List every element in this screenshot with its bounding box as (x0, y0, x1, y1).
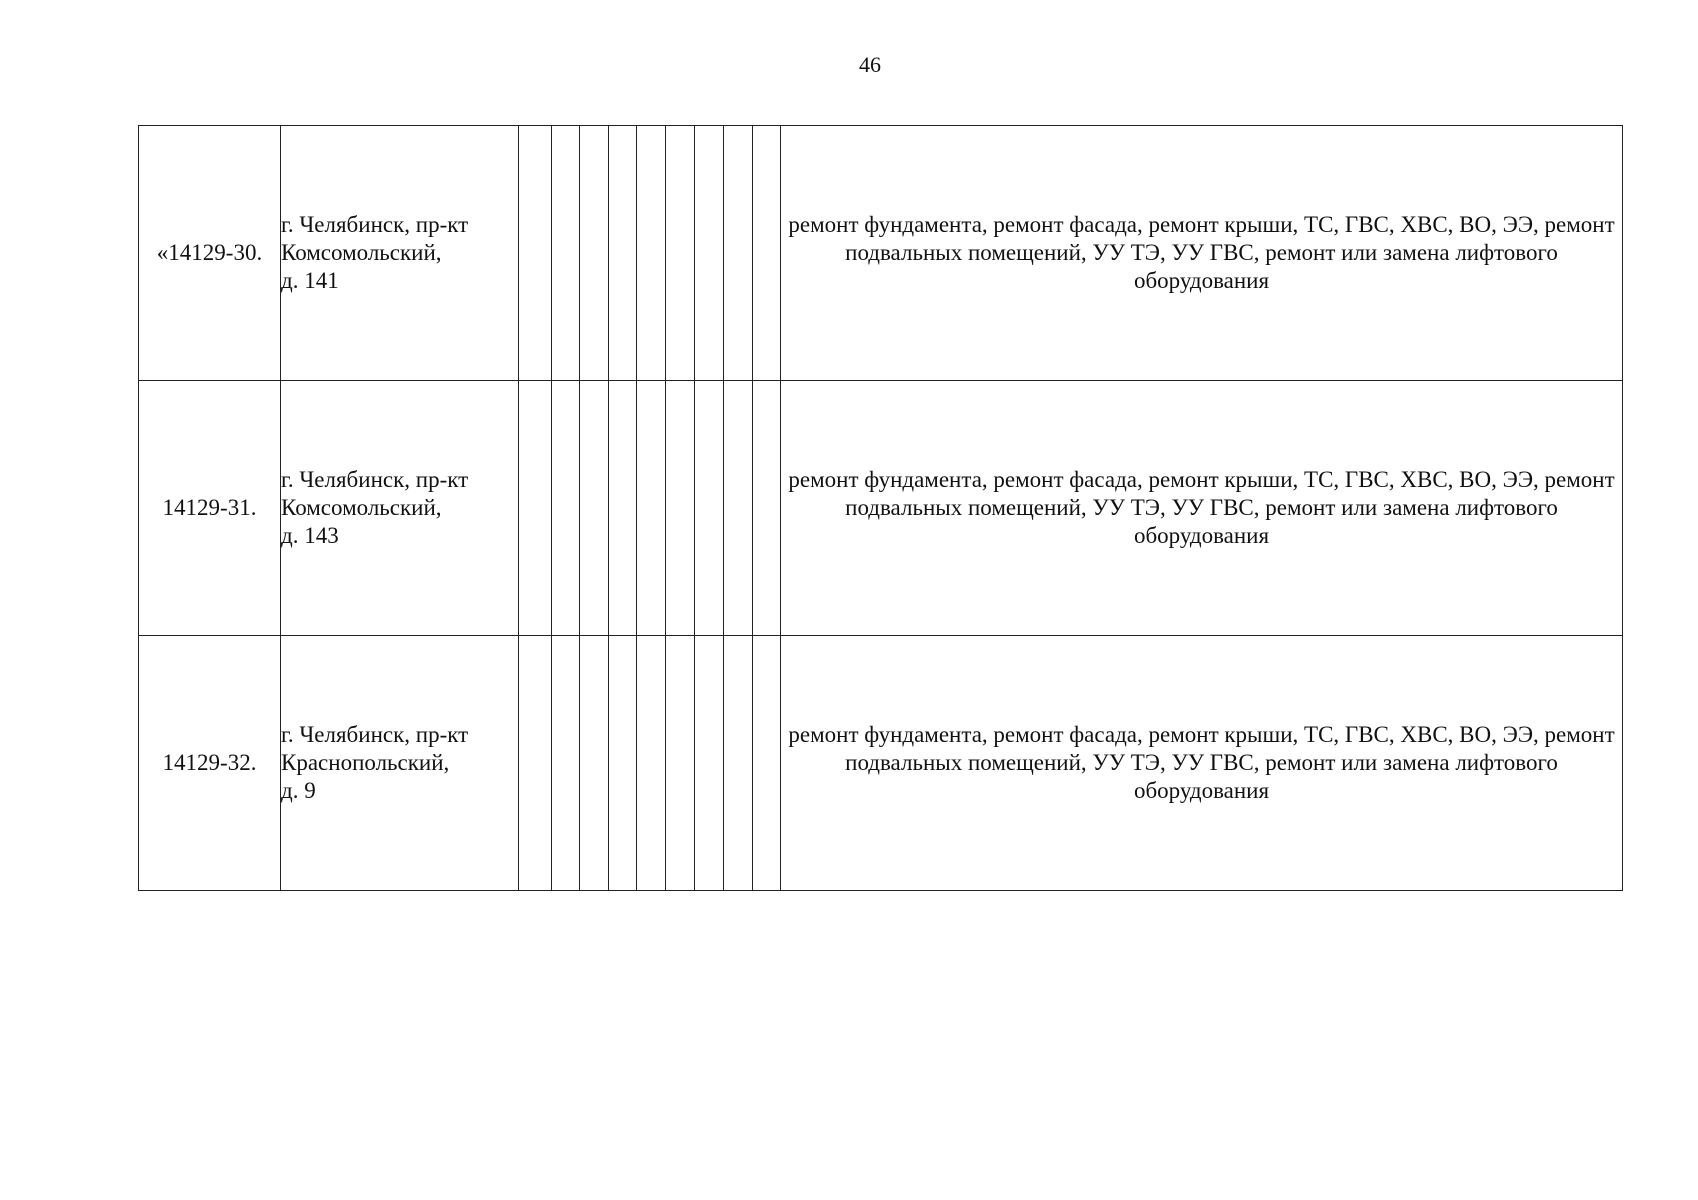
empty-cell (637, 636, 666, 891)
empty-cell (552, 126, 580, 381)
table-row (139, 636, 1623, 891)
address-cell (281, 126, 519, 381)
empty-cell (519, 126, 552, 381)
row-number: «14129-30. (139, 126, 281, 381)
empty-cell (552, 381, 580, 636)
address-line: Комсомольский, (281, 240, 442, 265)
address-line: г. Челябинск, пр-кт (281, 467, 469, 492)
empty-cell (580, 381, 609, 636)
empty-cell (753, 381, 781, 636)
empty-cell (666, 381, 695, 636)
empty-cell (666, 636, 695, 891)
address-line: г. Челябинск, пр-кт (281, 722, 469, 747)
row-number: 14129-32. (139, 636, 281, 891)
row-number: 14129-31. (139, 381, 281, 636)
address-line: Комсомольский, (281, 495, 442, 520)
works-description: ремонт фундамента, ремонт фасада, ремонт крыши, ТС, ГВС, ХВС, ВО, ЭЭ, ремонт подвальных помещений, УУ ТЭ, УУ ГВС, ремонт или замена лифтового оборудования (781, 636, 1623, 891)
address-cell (281, 381, 519, 636)
empty-cell (724, 636, 753, 891)
empty-cell (695, 381, 724, 636)
empty-cell (666, 126, 695, 381)
empty-cell (753, 636, 781, 891)
empty-cell (609, 636, 637, 891)
empty-cell (753, 126, 781, 381)
empty-cell (724, 381, 753, 636)
empty-cell (580, 126, 609, 381)
empty-cell (609, 381, 637, 636)
address-line: д. 9 (281, 778, 316, 803)
table-row (139, 126, 1623, 381)
page-number: 46 (859, 52, 881, 77)
empty-cell (637, 381, 666, 636)
works-description: ремонт фундамента, ремонт фасада, ремонт крыши, ТС, ГВС, ХВС, ВО, ЭЭ, ремонт подвальных помещений, УУ ТЭ, УУ ГВС, ремонт или замена лифтового оборудования (781, 381, 1623, 636)
address-line: д. 141 (281, 268, 339, 293)
works-description: ремонт фундамента, ремонт фасада, ремонт крыши, ТС, ГВС, ХВС, ВО, ЭЭ, ремонт подвальных помещений, УУ ТЭ, УУ ГВС, ремонт или замена лифтового оборудования (781, 126, 1623, 381)
address-line: Краснопольский, (281, 750, 450, 775)
empty-cell (695, 636, 724, 891)
empty-cell (580, 636, 609, 891)
address-line: д. 143 (281, 523, 339, 548)
empty-cell (552, 636, 580, 891)
empty-cell (519, 636, 552, 891)
works-table (138, 125, 1623, 891)
empty-cell (724, 126, 753, 381)
address-cell (281, 636, 519, 891)
empty-cell (695, 126, 724, 381)
empty-cell (519, 381, 552, 636)
empty-cell (637, 126, 666, 381)
empty-cell (609, 126, 637, 381)
address-line: г. Челябинск, пр-кт (281, 212, 469, 237)
table-row (139, 381, 1623, 636)
